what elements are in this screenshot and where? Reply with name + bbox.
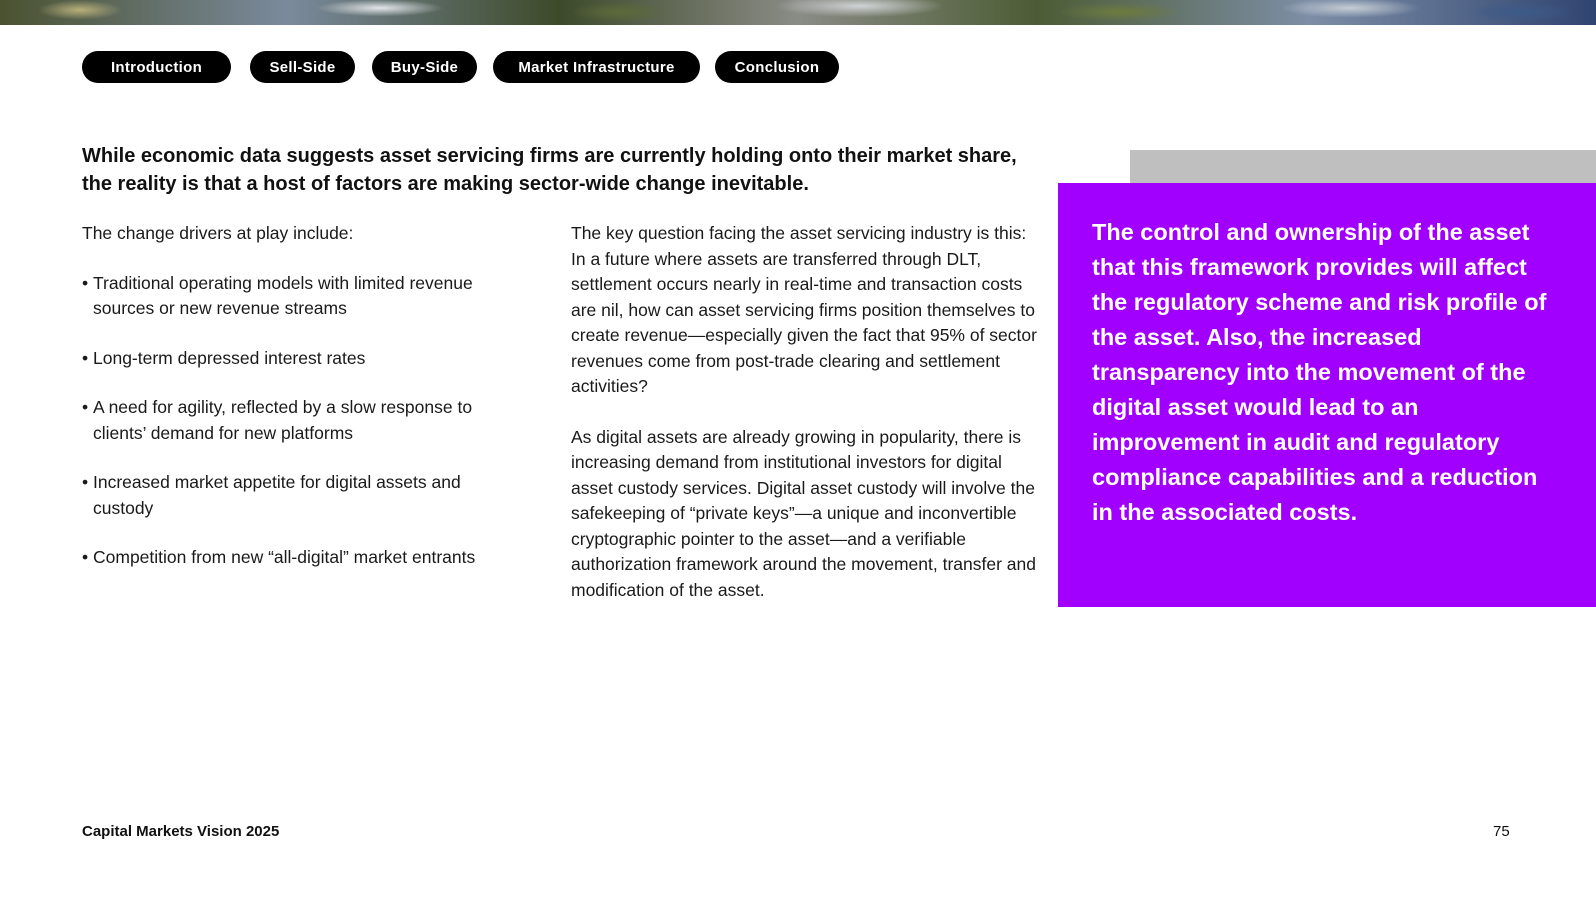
bullet-text: Increased market appetite for digital assets and custody bbox=[93, 472, 461, 518]
tab-conclusion[interactable] bbox=[715, 51, 839, 83]
page-headline: While economic data suggests asset servicing firms are currently holding onto their market share, the reality is that a host of factors are making sector-wide change inevitable. bbox=[82, 145, 1017, 195]
callout-text: The control and ownership of the asset that this framework provides will affect the regulatory scheme and risk profile of the asset. Also, the increased transparency into the movement of the digital asset would lead to an improvement in audit and regulatory compliance capabilities and a reduction in the associated costs. bbox=[1092, 219, 1547, 525]
footer-publication-title: Capital Markets Vision 2025 bbox=[82, 823, 280, 840]
callout-accent-bar bbox=[1130, 150, 1596, 184]
bullet-text: Long-term depressed interest rates bbox=[93, 347, 366, 368]
list-item: • A need for agility, reflected by a slow response to clients’ demand for new platforms bbox=[82, 397, 473, 443]
bullet-text: A need for agility, reflected by a slow response to clients’ demand for new platforms bbox=[93, 397, 473, 443]
bullet-text: Traditional operating models with limited revenue sources or new revenue streams bbox=[93, 272, 473, 318]
list-item: • Increased market appetite for digital assets and custody bbox=[82, 472, 461, 518]
change-drivers-column bbox=[82, 221, 522, 571]
page-number: 75 bbox=[1493, 823, 1510, 840]
list-item: • Traditional operating models with limited revenue sources or new revenue streams bbox=[82, 272, 473, 318]
tab-label: Conclusion bbox=[734, 58, 820, 76]
header-photo-strip bbox=[0, 0, 1596, 25]
key-question-column bbox=[571, 221, 1041, 603]
tab-label: Buy-Side bbox=[390, 58, 459, 76]
tab-label: Sell-Side bbox=[269, 58, 336, 76]
tab-buy-side[interactable] bbox=[372, 51, 477, 83]
tab-market-infrastructure[interactable] bbox=[493, 51, 700, 83]
tab-label: Market Infrastructure bbox=[518, 58, 675, 76]
callout-box bbox=[1058, 183, 1596, 607]
change-drivers-intro: The change drivers at play include: bbox=[82, 223, 354, 243]
tab-sell-side[interactable] bbox=[250, 51, 355, 83]
tab-label: Introduction bbox=[110, 58, 203, 76]
tab-introduction[interactable] bbox=[82, 51, 231, 83]
list-item: • Long-term depressed interest rates bbox=[82, 347, 366, 368]
body-paragraph: As digital assets are already growing in popularity, there is increasing demand from institutional investors for digital asset custody services. Digital asset custody will involve the safekeeping of “private keys”—a unique and inconvertible cryptographic pointer to the asset—and a verifiable authorization framework around the movement, transfer and modification of the asset. bbox=[571, 426, 1036, 600]
body-paragraph: The key question facing the asset servicing industry is this: In a future where assets are transferred through DLT, settlement occurs nearly in real-time and transaction costs are nil, how can asset servicing firms position themselves to create revenue—especially given the fact that 95% of sector revenues come from post-trade clearing and settlement activities? bbox=[571, 223, 1037, 396]
list-item: • Competition from new “all-digital” market entrants bbox=[82, 547, 476, 567]
bullet-text: Competition from new “all-digital” market entrants bbox=[93, 547, 476, 567]
